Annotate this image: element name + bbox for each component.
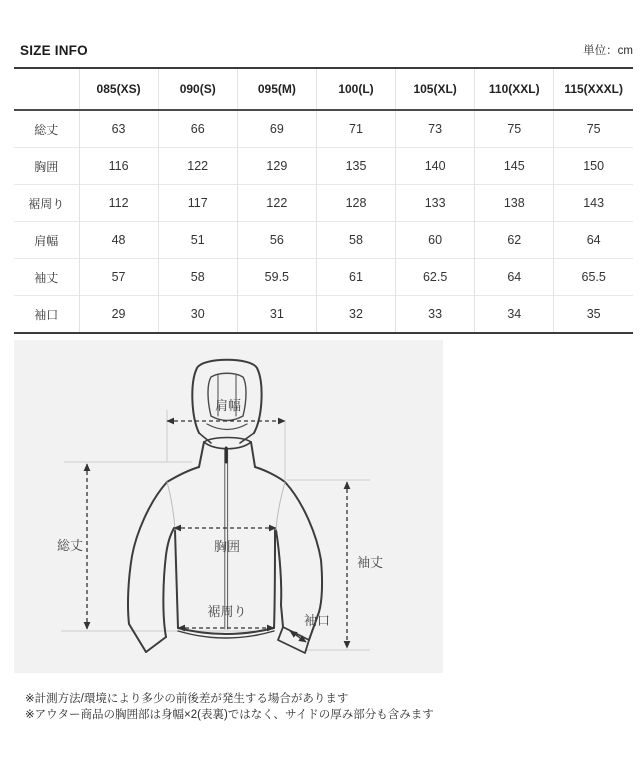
- cell: 61: [316, 259, 395, 296]
- cell: 57: [79, 259, 158, 296]
- cell: 122: [237, 185, 316, 222]
- cell: 33: [396, 296, 475, 334]
- cell: 30: [158, 296, 237, 334]
- label-total-length: 総丈: [56, 538, 84, 553]
- cell: 122: [158, 148, 237, 185]
- cell: 64: [475, 259, 554, 296]
- row-label: 総丈: [34, 122, 59, 137]
- cell: 65.5: [554, 259, 633, 296]
- cell: 51: [158, 222, 237, 259]
- cell: 150: [554, 148, 633, 185]
- column-header: 095(M): [237, 68, 316, 110]
- label-cuff: 袖口: [303, 613, 331, 628]
- header: [20, 42, 633, 58]
- seam-lines: [167, 482, 285, 530]
- cell: 69: [237, 110, 316, 148]
- cell: 64: [554, 222, 633, 259]
- table-header-row: [14, 68, 633, 110]
- cell: 35: [554, 296, 633, 334]
- cell: 133: [396, 185, 475, 222]
- table-row: [14, 185, 633, 222]
- cuff: [278, 627, 309, 653]
- cell: 56: [237, 222, 316, 259]
- column-header: 100(L): [316, 68, 395, 110]
- cell: 48: [79, 222, 158, 259]
- footnote-line: ※計測方法/環境により多少の前後差が発生する場合があります: [25, 693, 349, 705]
- measurement-diagram-panel: [14, 340, 443, 673]
- footnote-line: ※アウター商品の胸囲部は身幅×2(表裏)ではなく、サイドの厚み部分も含みます: [25, 709, 434, 721]
- cell: 62: [475, 222, 554, 259]
- cell: 29: [79, 296, 158, 334]
- cell: 66: [158, 110, 237, 148]
- footnotes: [25, 691, 434, 723]
- label-hem: 裾周り: [207, 604, 247, 619]
- hood: [192, 360, 261, 433]
- cell: 75: [554, 110, 633, 148]
- cell: 112: [79, 185, 158, 222]
- label-shoulder-width: 肩幅: [214, 398, 242, 413]
- table-row: [14, 110, 633, 148]
- column-header: 115(XXXL): [554, 68, 633, 110]
- cell: 58: [158, 259, 237, 296]
- cell: 58: [316, 222, 395, 259]
- cell: 34: [475, 296, 554, 334]
- table-row: [14, 148, 633, 185]
- cell: 73: [396, 110, 475, 148]
- column-header: 105(XL): [396, 68, 475, 110]
- cell: 129: [237, 148, 316, 185]
- row-label: 袖丈: [34, 270, 59, 285]
- cell: 31: [237, 296, 316, 334]
- column-header: 090(S): [158, 68, 237, 110]
- row-label: 胸囲: [34, 159, 59, 174]
- size-table-wrapper: [14, 67, 633, 334]
- cell: 62.5: [396, 259, 475, 296]
- column-header: 110(XXL): [475, 68, 554, 110]
- cell: 117: [158, 185, 237, 222]
- label-chest: 胸囲: [213, 539, 241, 554]
- table-row: [14, 222, 633, 259]
- unit-label: 単位：cm: [583, 45, 633, 57]
- table-row: [14, 296, 633, 334]
- cell: 138: [475, 185, 554, 222]
- cell: 32: [316, 296, 395, 334]
- row-label: 肩幅: [34, 233, 59, 248]
- corner-cell: [14, 68, 79, 110]
- row-label: 裾周り: [28, 196, 65, 211]
- cell: 71: [316, 110, 395, 148]
- table-row: [14, 259, 633, 296]
- row-label: 袖口: [34, 307, 59, 322]
- cell: 135: [316, 148, 395, 185]
- size-table: [14, 67, 633, 334]
- label-sleeve-length: 袖丈: [356, 555, 384, 570]
- left-sleeve: [128, 482, 174, 652]
- cell: 75: [475, 110, 554, 148]
- jacket-measurement-diagram: [14, 340, 443, 673]
- page-title: SIZE INFO: [20, 43, 88, 58]
- cell: 63: [79, 110, 158, 148]
- cell: 128: [316, 185, 395, 222]
- cell: 60: [396, 222, 475, 259]
- cell: 140: [396, 148, 475, 185]
- column-header: 085(XS): [79, 68, 158, 110]
- cell: 143: [554, 185, 633, 222]
- cell: 116: [79, 148, 158, 185]
- cell: 59.5: [237, 259, 316, 296]
- cell: 145: [475, 148, 554, 185]
